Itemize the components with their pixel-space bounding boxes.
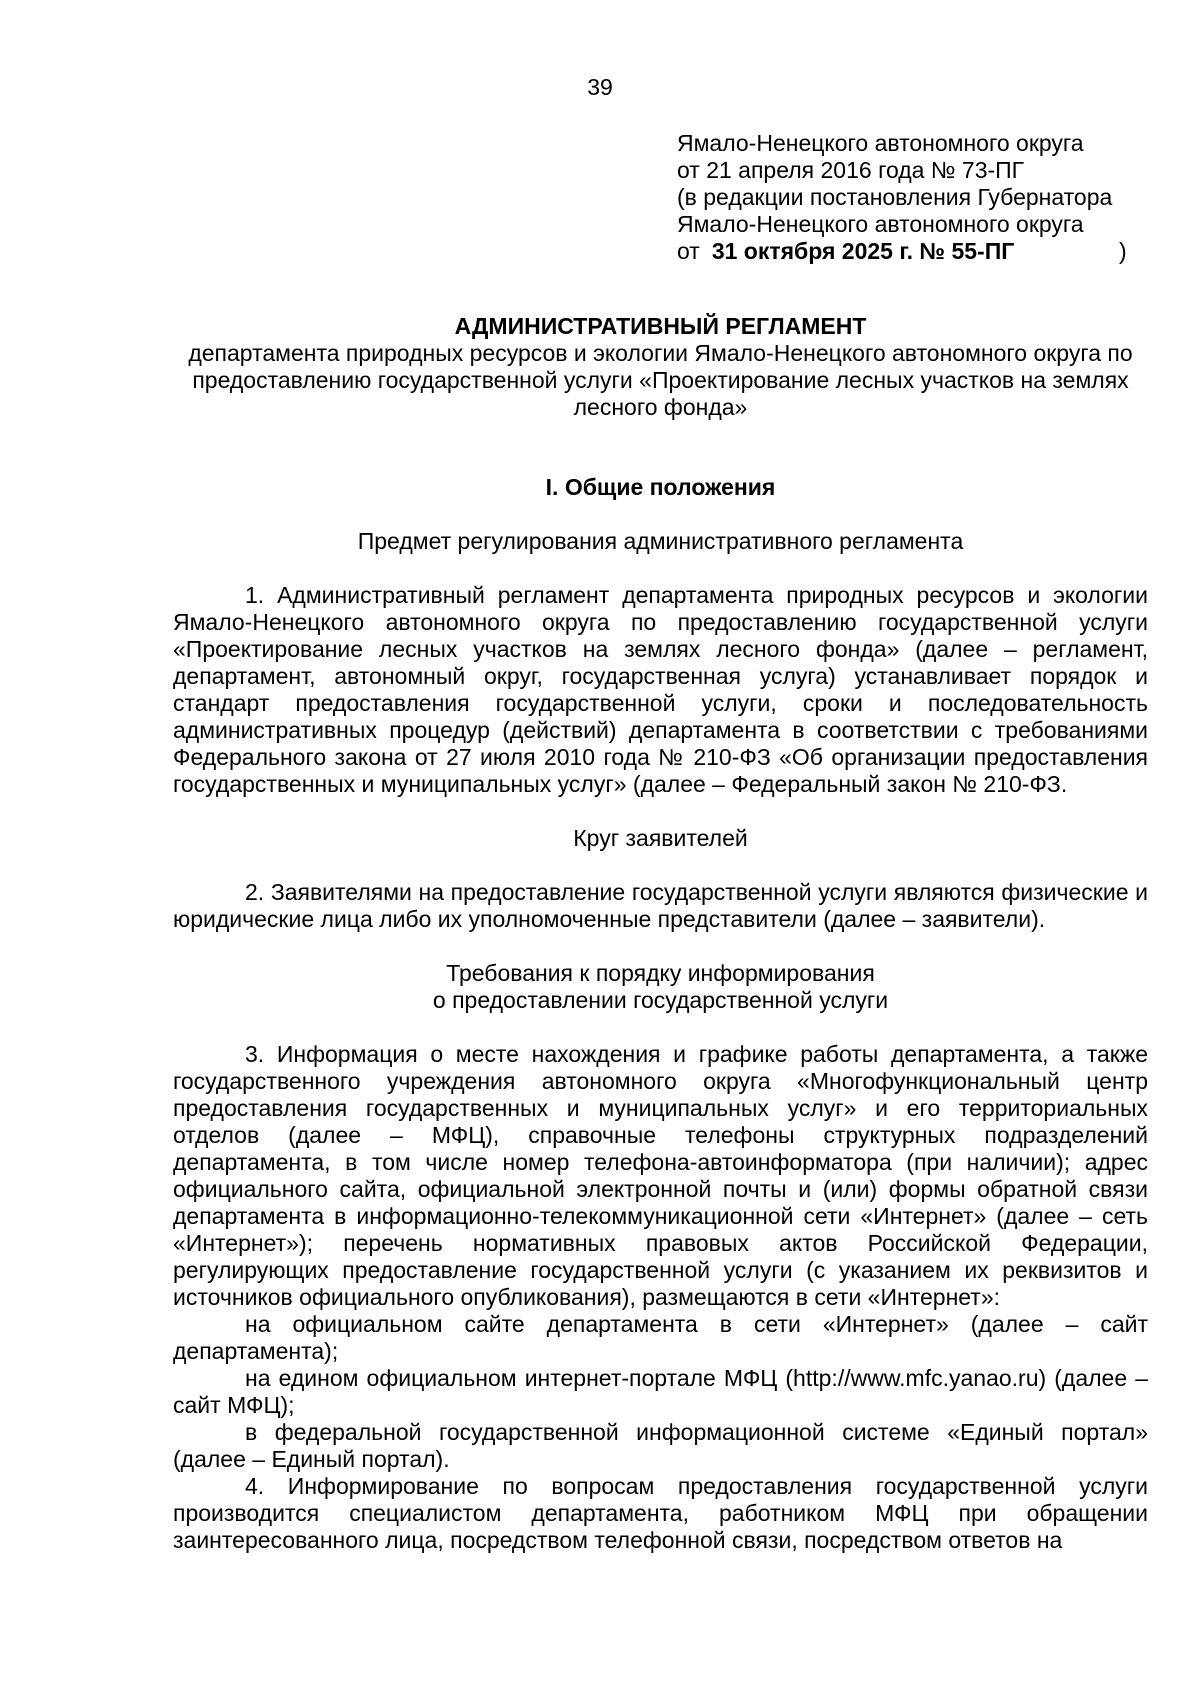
document-body: [173, 313, 1148, 1554]
subheading-subject: Предмет регулирования административного регламента: [357, 528, 964, 554]
subheading-information-line-1: Требования к порядку информирования: [446, 960, 875, 986]
subheading-applicants: Круг заявителей: [573, 825, 748, 851]
paragraph-4: 4. Информирование по вопросам предоставления государственной услуги производится специалистом департамента, работником МФЦ при обращении заинтересованного лица, посредством телефонной связи, посредством ответов на: [173, 1473, 1148, 1553]
paragraph-3-item-site: на официальном сайте департамента в сети «Интернет» (далее – сайт департамента);: [173, 1311, 1148, 1364]
reference-date-line: [677, 238, 1147, 265]
paragraph-3-item-portal: в федеральной государственной информационной системе «Единый портал» (далее – Единый портал).: [173, 1419, 1148, 1472]
approval-reference: [677, 130, 1147, 265]
subheading-information-line-2: о предоставлении государственной услуги: [432, 987, 889, 1013]
reference-line-3: (в редакции постановления Губернатора: [677, 184, 1113, 210]
closing-paren: ): [1119, 238, 1127, 264]
document-title: АДМИНИСТРАТИВНЫЙ РЕГЛАМЕНТ: [454, 313, 867, 339]
amendment-date: 31 октября 2025 г. № 55-ПГ: [711, 238, 1015, 264]
paragraph-3-item-mfc: на едином официальном интернет-портале МФЦ (http://www.mfc.yanao.ru) (далее – сайт МФЦ);: [173, 1365, 1148, 1418]
section-heading: I. Общие положения: [545, 474, 776, 500]
paragraph-1: 1. Административный регламент департамента природных ресурсов и экологии Ямало-Ненецкого автономного округа по предоставлению государственной услуги «Проектирование лесных участков на землях лесного фонда» (далее – регламент, департамент, автономный округ, государственная услуга) устанавливает порядок и стандарт предоставления государственной услуги, сроки и последовательность административных процедур (действий) департамента в соответствии с требованиями Федерального закона от 27 июля 2010 года № 210-ФЗ «Об организации предоставления государственных и муниципальных услуг» (далее – Федеральный закон № 210-ФЗ.: [173, 582, 1148, 797]
reference-line-1: Ямало-Ненецкого автономного округа: [677, 130, 1084, 156]
document-subtitle: департамента природных ресурсов и экологии Ямало-Ненецкого автономного округа по предоставлению государственной услуги «Проектирование лесных участков на землях лесного фонда»: [188, 340, 1133, 420]
page-number: 39: [587, 74, 613, 100]
paragraph-2: 2. Заявителями на предоставление государственной услуги являются физические и юридические лица либо их уполномоченные представители (далее – заявители).: [173, 879, 1148, 932]
date-prefix: от: [677, 238, 700, 264]
reference-line-2: от 21 апреля 2016 года № 73-ПГ: [677, 157, 1025, 183]
reference-line-4: Ямало-Ненецкого автономного округа: [677, 211, 1084, 237]
paragraph-3: 3. Информация о месте нахождения и графике работы департамента, а также государственного учреждения автономного округа «Многофункциональный центр предоставления государственных и муниципальных услуг» и его территориальных отделов (далее – МФЦ), справочные телефоны структурных подразделений департамента, в том числе номер телефона-автоинформатора (при наличии); адрес официального сайта, официальной электронной почты и (или) формы обратной связи департамента в информационно-телекоммуникационной сети «Интернет» (далее – сеть «Интернет»); перечень нормативных правовых актов Российской Федерации, регулирующих предоставление государственной услуги (с указанием их реквизитов и источников официального опубликования), размещаются в сети «Интернет»:: [173, 1041, 1148, 1310]
